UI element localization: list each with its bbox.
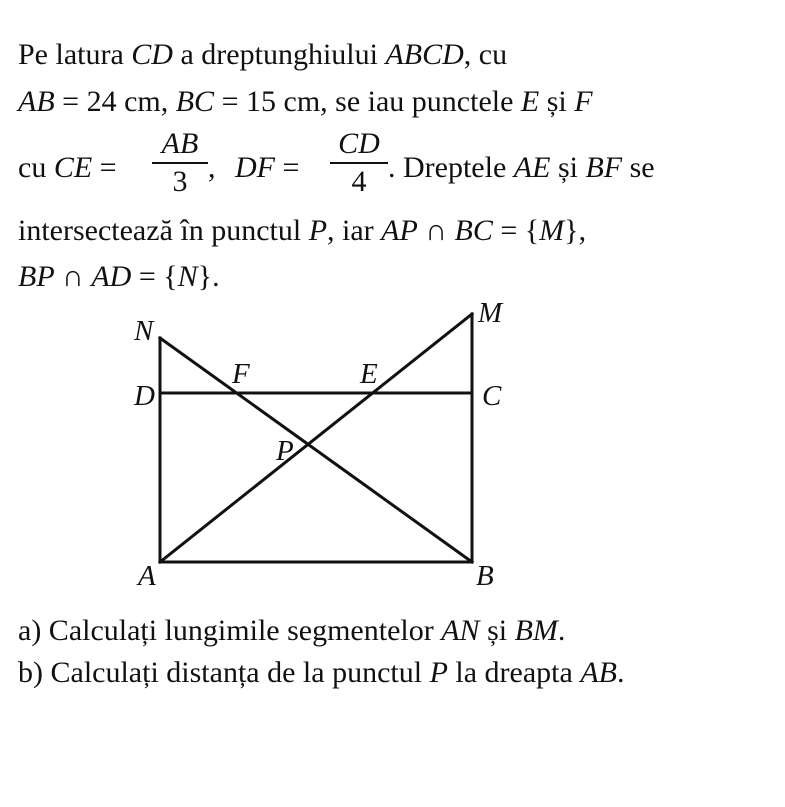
label-B: B [476, 560, 494, 592]
var-AD: AD [91, 260, 132, 293]
text: a) Calculați lungimile segmentelor [18, 614, 442, 647]
label-A: A [138, 560, 156, 592]
var-AP: AP [381, 214, 418, 247]
label-P: P [276, 435, 294, 467]
text: intersectează în punctul [18, 214, 309, 247]
text: la dreapta [447, 656, 581, 689]
var-BC: BC [175, 85, 215, 118]
text: }. [197, 260, 220, 293]
denominator: 4 [351, 165, 367, 198]
var-CD: CD [131, 38, 173, 71]
text: și [539, 85, 575, 118]
text: , cu [463, 38, 508, 71]
var-ABCD: ABCD [385, 38, 464, 71]
text: = { [131, 260, 178, 293]
var-CE: CE [53, 151, 93, 184]
var-F: F [574, 85, 593, 118]
label-M: M [478, 297, 503, 329]
question-a [18, 614, 565, 648]
segment-NB [160, 338, 472, 562]
text: }, [564, 214, 587, 247]
comma: , [208, 151, 216, 184]
var-N: N [177, 260, 198, 293]
var-AE: AE [513, 151, 551, 184]
var-AN: AN [441, 614, 480, 647]
var-P: P [429, 656, 448, 689]
text: a dreptunghiului [172, 38, 386, 71]
numerator: CD [338, 127, 380, 160]
var-AB: AB [18, 85, 55, 118]
numerator: AB [161, 127, 199, 160]
equals: = [92, 151, 117, 184]
var-P: P [308, 214, 328, 247]
denominator: 3 [172, 165, 188, 198]
label-F: F [232, 358, 250, 390]
var-M: M [539, 214, 565, 247]
text: și [550, 151, 586, 184]
text: și [479, 614, 515, 647]
var-BP: BP [18, 260, 55, 293]
var-AB: AB [580, 656, 617, 689]
text: Pe latura [18, 38, 132, 71]
question-b [18, 656, 624, 690]
text: . [616, 656, 625, 689]
var-BC: BC [454, 214, 493, 247]
text: cu [18, 151, 54, 184]
label-C: C [482, 380, 502, 412]
label-D: D [134, 380, 155, 412]
text: . Dreptele [388, 151, 514, 184]
text: = 15 cm, se iau punctele [214, 85, 521, 118]
var-E: E [520, 85, 540, 118]
var-BM: BM [514, 614, 558, 647]
label-E: E [360, 358, 378, 390]
text: ∩ [54, 260, 92, 293]
text: = 24 cm, [54, 85, 176, 118]
text: = { [492, 214, 540, 247]
equals: = [275, 151, 300, 184]
text: , iar [327, 214, 382, 247]
var-BF: BF [585, 151, 623, 184]
segment-AM [160, 314, 472, 562]
text: se [622, 151, 655, 184]
var-DF: DF [235, 151, 275, 184]
label-N: N [134, 315, 154, 347]
text: . [557, 614, 566, 647]
text: ∩ [417, 214, 455, 247]
text: b) Calculați distanța de la punctul [18, 656, 430, 689]
